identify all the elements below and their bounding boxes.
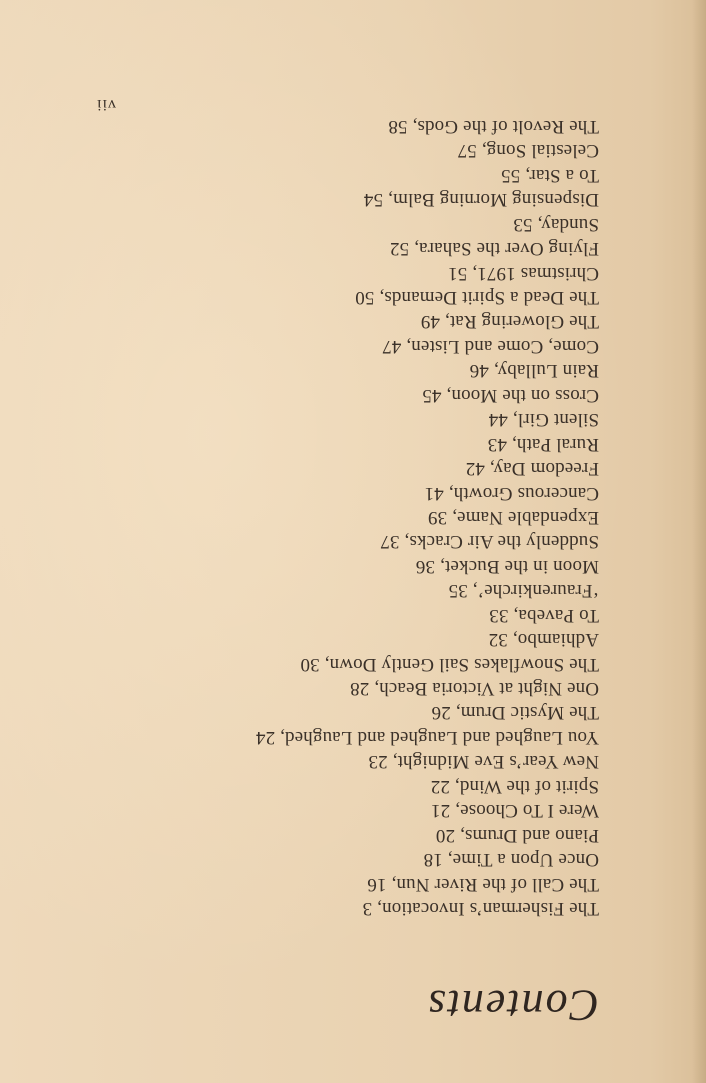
toc-entry: Suddenly the Air Cracks, 37: [380, 531, 599, 553]
contents-list: [256, 114, 599, 920]
toc-entry: Flying Over the Sahara, 52: [389, 238, 599, 260]
contents-heading: Contents: [426, 981, 599, 1030]
toc-entry: The Mystic Drum, 26: [431, 702, 599, 724]
toc-entry: Celestial Song, 57: [457, 140, 599, 162]
toc-entry: The Call of the River Nun, 16: [367, 873, 599, 895]
toc-entry: You Laughed and Laughed and Laughed, 24: [255, 726, 599, 748]
toc-entry: To Paveba, 33: [489, 604, 599, 626]
toc-entry: Silent Girl, 44: [488, 409, 599, 431]
toc-entry: To a Star, 55: [500, 164, 599, 186]
toc-entry: The Fisherman’s Invocation, 3: [362, 898, 599, 919]
toc-entry: Freedom Day, 42: [465, 458, 599, 480]
page-number: vii: [96, 96, 116, 113]
toc-entry: Were I To Choose, 21: [430, 800, 599, 822]
toc-entry: Adhiambo, 32: [488, 629, 599, 651]
toc-entry: Piano and Drums, 20: [435, 824, 599, 846]
toc-entry: Sunday, 53: [513, 213, 599, 235]
toc-entry: ‘Fraurenkirche’, 35: [448, 580, 599, 602]
toc-entry: Moon in the Bucket, 36: [415, 555, 599, 577]
toc-entry: Cancerous Growth, 41: [424, 482, 599, 504]
toc-entry: Rural Path, 43: [487, 433, 599, 455]
toc-entry: New Year’s Eve Midnight, 23: [368, 751, 599, 773]
toc-entry: Come, Come and Listen, 47: [382, 335, 599, 357]
toc-entry: Once Upon a Time, 18: [423, 849, 599, 871]
toc-entry: One Night at Victoria Beach, 28: [349, 678, 599, 700]
toc-entry: The Snowflakes Sail Gently Down, 30: [300, 653, 599, 675]
toc-entry: Christmas 1971, 51: [447, 262, 599, 284]
toc-entry: Spirit of the Wind, 22: [430, 775, 599, 797]
toc-entry: Expendable Name, 39: [427, 507, 599, 528]
toc-entry: Dispensing Morning Balm, 54: [363, 189, 599, 211]
toc-entry: The Revolt of the Gods, 58: [388, 116, 599, 137]
toc-entry: Rain Lullaby, 46: [469, 360, 599, 382]
toc-entry: The Glowering Rat, 49: [420, 311, 599, 333]
toc-entry: The Dead a Spirit Demands, 50: [355, 287, 599, 309]
toc-entry: Cross on the Moon, 45: [422, 384, 599, 406]
